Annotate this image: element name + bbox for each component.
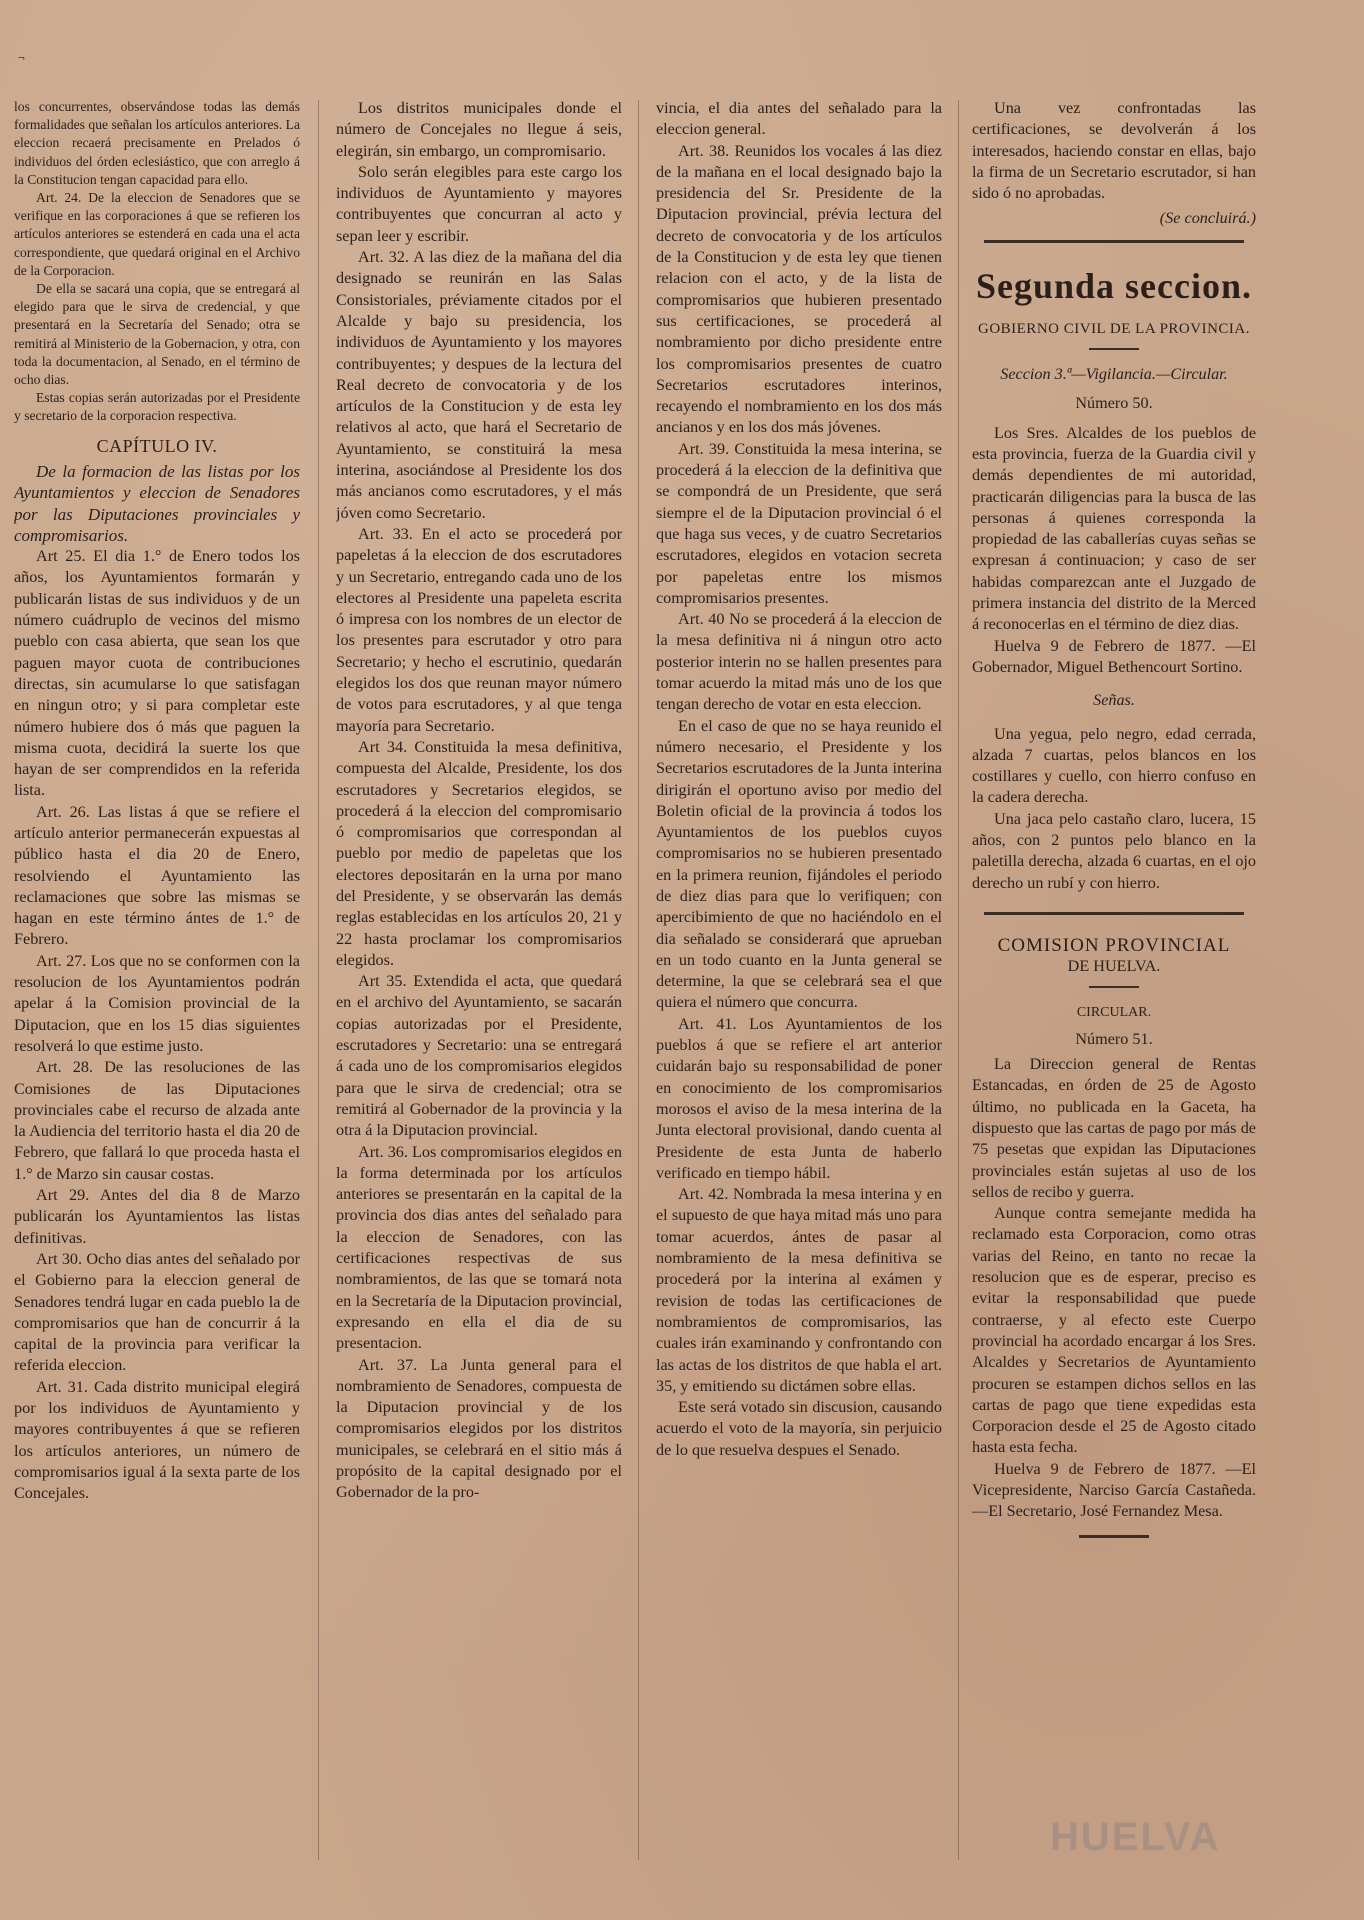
article-32: Art. 32. A las diez de la mañana del dia designado se reunirán en las Salas Consistoriales, préviamente citados por el Alcalde y bajo su presidencia, los individuos de Ayuntamiento y los mayores contribuyentes; y despues de la lectura del Real decreto de convocatoria y de los artículos de la Constitucion y de esta ley relativos al acto, que hará el Secretario de Ayuntamiento, se constituirá la mesa interina, asociándose al Presidente los dos más ancianos como escrutadores, y el más jóven como Secretario. (336, 248, 622, 522)
paragraph: Los Sres. Alcaldes de los pueblos de esta provincia, fuerza de la Guardia civil y demás dependientes de mi autoridad, practicarán diligencias para la busca de las personas á quienes corresponda la propiedad de las caballerías cuyas señas se expresan á continuacion; y caso de ser habidas comparezcan ante el Juzgado de primera instancia del distrito de la Merced á reconocerlas en el término de diez dias. (972, 423, 1256, 634)
corner-mark: ¬ (18, 50, 25, 64)
number-51: Número 51. (1075, 1029, 1153, 1048)
article-24: Art. 24. De la eleccion de Senadores que se verifique en las corporaciones á que se refieren los artículos anteriores se estenderá en cada una el acta correspondiente, que quedará original en el Archivo de la Corporacion. (14, 190, 300, 278)
number-50: Número 50. (1075, 394, 1153, 413)
article-28: Art. 28. De las resoluciones de las Comisiones de las Diputaciones provinciales cabe el recurso de alzada ante la Audiencia del territorio hasta el dia 20 de Febrero, que fallará lo que proceda hasta el 1.° de Marzo sin causar costas. (14, 1058, 300, 1183)
article-40: Art. 40 No se procederá á la eleccion de la mesa definitiva ni á ningun otro acto posterior interin no se hallen presentes para tomar acuerdo la mitad más uno de los que tengan derecho de votar en esta eleccion. (656, 610, 942, 714)
article-37: Art. 37. La Junta general para el nombramiento de Senadores, compuesta de la Diputacion provincial y de los compromisarios elegidos por los distritos municipales, se celebrará en el sitio más á propósito de la capital designado por el Gobernador de la pro- (336, 1355, 622, 1502)
article-33: Art. 33. En el acto se procederá por papeletas á la eleccion de dos escrutadores y un Secretario, entregando cada uno de los electores al Presidente una papeleta escrita ó impresa con los nombres de un elector de los presentes para escrutador y otro para Secretario; y hecho el escrutinio, quedarán elegidos los dos que reunan mayor número de votos para escrutadores, y al que tenga mayoría para Secretario. (336, 524, 622, 735)
huelva-heading: DE HUELVA. (1067, 957, 1161, 976)
section-subheading: Seccion 3.ª—Vigilancia.—Circular. (1000, 365, 1228, 384)
section-rule (984, 912, 1244, 915)
paragraph: Una yegua, pelo negro, edad cerrada, alzada 7 cuartas, pelos blancos en los costillares y cuello, con hierro confuso en la cadera derecha. (972, 724, 1256, 807)
circular-heading: CIRCULAR. (1076, 1004, 1152, 1020)
article-26: Art. 26. Las listas á que se refiere el artículo anterior permanecerán expuestas al público hasta el dia 20 de Enero, resolviendo el Ayuntamiento las reclamaciones que sobre las mismas se hagan en este término ántes de 1.° de Febrero. (14, 802, 300, 949)
column-divider (958, 100, 959, 1860)
article-25: Art 25. El dia 1.° de Enero todos los años, los Ayuntamientos formarán y publicarán listas de sus individuos y de un número cuádruplo de vecinos del mismo pueblo con casa abierta, que sean los que paguen mayor cuota de contribuciones directas, sin acumularse lo que satisfagan en ningun otro; y si para completar este número hubiere dos ó más que paguen la misma cuota, decidirá la suerte los que hayan de ser comprendidos en la referida lista. (14, 547, 300, 800)
article-31: Art. 31. Cada distrito municipal elegirá por los individuos de Ayuntamiento y mayores contribuyentes á que se refieren los artículos anteriores, un número de compromisarios igual á la sexta parte de los Concejales. (14, 1377, 300, 1503)
signature: Huelva 9 de Febrero de 1877. —El Gobernador, Miguel Bethencourt Sortino. (972, 636, 1256, 676)
paragraph: Una jaca pelo castaño claro, lucera, 15 años, con 2 puntos pelo blanco en la paletilla derecha, alzada 6 cuartas, en el ojo derecho un rubí y con hierro. (972, 809, 1256, 892)
paragraph: los concurrentes, observándose todas las demás formalidades que señalan los artículos anteriores. La eleccion recaerá precisamente en Prelados ó individuos del órden eclesiástico, que con arreglo á la Constitucion tengan capacidad para ello. (14, 99, 300, 187)
article-35: Art 35. Extendida el acta, que quedará en el archivo del Ayuntamiento, se sacarán copias autorizadas por el Presidente, escrutadores y Secretario: una se entregará á cada uno de los compromisarios elegidos para que le sirva de credencial; otra se remitirá al Gobernador de la provincia y la otra á la Diputacion provincial. (336, 972, 622, 1140)
chapter-title: De la formacion de las listas por los Ayuntamientos y eleccion de Senadores por las Diputaciones provinciales y compromisarios. (14, 461, 300, 545)
paragraph: vincia, el dia antes del señalado para la eleccion general. (656, 99, 942, 139)
end-rule (1079, 1535, 1149, 1538)
article-36: Art. 36. Los compromisarios elegidos en la forma determinada por los artículos anteriores se presentarán en la capital de la provincia dos dias antes del señalado para la eleccion de Senadores, con las certificaciones respectivas de sus nombramientos, de las que se tomará nota en la Secretaría de la Diputacion provincial, expresando en ella el dia de su presentacion. (336, 1142, 622, 1353)
column-3 (656, 98, 942, 1461)
senas-heading: Señas. (1093, 691, 1135, 710)
gobierno-civil-heading: GOBIERNO CIVIL DE LA PROVINCIA. (977, 320, 1251, 337)
paragraph: Los distritos municipales donde el número de Concejales no llegue á seis, elegirán, sin embargo, un compromisario. (336, 99, 622, 160)
article-39: Art. 39. Constituida la mesa interina, se procederá á la eleccion de la definitiva que se compondrá de un Presidente, que será siempre el de la Diputacion provincial ó el que haga sus veces, y de cuatro Secretarios escrutadores, elegidos en votacion secreta por papeletas entre los mismos compromisarios presentes. (656, 439, 942, 607)
article-29: Art 29. Antes del dia 8 de Marzo publicarán los Ayuntamientos las listas definitivas. (14, 1186, 300, 1247)
chapter-heading: CAPÍTULO IV. (96, 435, 218, 456)
article-41: Art. 41. Los Ayuntamientos de los pueblos á que se refiere el art anterior cuidarán bajo su responsabilidad de poner en conocimiento de los compromisarios morosos el aviso de la mesa interina de la Junta electoral provisional, dando cuenta al Presidente de esta Junta de haberlo verificado en tiempo hábil. (656, 1014, 942, 1182)
paragraph: Solo serán elegibles para este cargo los individuos de Ayuntamiento y mayores contribuyentes que concurran al acto y sepan leer y escribir. (336, 162, 622, 245)
article-34: Art 34. Constituida la mesa definitiva, compuesta del Alcalde, Presidente, los dos escrutadores y Secretarios elegidos, se procederá á la eleccion del compromisario ó compromisarios que correspondan al pueblo por medio de papeletas que los electores depositarán en la urna por mano del Presidente, y se observarán las demás reglas establecidas en los artículos 20, 21 y 22 hasta proclamar los compromisarios elegidos. (336, 737, 622, 969)
paragraph: Aunque contra semejante medida ha reclamado esta Corporacion, como otras varias del Reino, en tanto no recae la resolucion que es de esperar, preciso es evitar la responsabilidad que puede contraerse, y al efecto este Cuerpo provincial ha acordado encargar á los Sres. Alcaldes y Secretarios de Ayuntamiento procuren se estampen dichos sellos en las cartas de pago que tiene expedidas esta Corporacion desde el 25 de Agosto citado hasta esta fecha. (972, 1204, 1256, 1457)
short-rule (1089, 348, 1139, 350)
article-42: Art. 42. Nombrada la mesa interina y en el supuesto de que haya mitad más uno para tomar acuerdos, ántes de pasar al nombramiento de la mesa definitiva se procederá por la interina al exámen y revision de todas las certificaciones de nombramientos de compromisarios, las cuales irán examinando y confrontando con las actas de los distritos de que habla el art. 35, y emitiendo su dictámen sobre ellas. (656, 1185, 942, 1395)
paragraph: La Direccion general de Rentas Estancadas, en órden de 25 de Agosto último, no publicada en la Gaceta, ha dispuesto que las cartas de pago por más de 75 pesetas que expidan las Diputaciones provinciales están sujetas al uso de los sellos de recibo y guerra. (972, 1055, 1256, 1201)
comision-heading: COMISION PROVINCIAL (997, 934, 1231, 956)
column-divider (638, 100, 639, 1860)
watermark-logo: HUELVA (1050, 1815, 1221, 1859)
paragraph: Este será votado sin discusion, causando acuerdo el voto de la mayoría, sin perjuicio de lo que resuelva despues el Senado. (656, 1398, 942, 1459)
article-38: Art. 38. Reunidos los vocales á las diez de la mañana en el local designado bajo la presidencia del Sr. Presidente de la Diputacion provincial, prévia lectura del decreto de convocatoria y de los artículos de la Constitucion y de esta ley que tienen relacion con el acto, y de la lista de compromisarios que hubieren presentado sus certificaciones, se procederá al nombramiento por dicho presidente entre los compromisarios presentes de cuatro Secretarios escrutadores interinos, recayendo el nombramiento en los dos más ancianos y en los dos más jóvenes. (656, 141, 942, 437)
article-27: Art. 27. Los que no se conformen con la resolucion de los Ayuntamientos podrán apelar á la Comision provincial de la Diputacion, que en los 15 dias siguientes resolverá lo que estime justo. (14, 951, 300, 1055)
to-be-continued: (Se concluirá.) (1159, 209, 1256, 228)
column-2 (336, 98, 622, 1504)
paragraph: Una vez confrontadas las certificaciones, se devolverán á los interesados, haciendo constar en ellas, bajo la firma de un Secretario escrutador, si han sido ó no aprobadas. (972, 99, 1256, 203)
short-rule (1089, 986, 1139, 988)
paragraph: Estas copias serán autorizadas por el Presidente y secretario de la corporacion respectiva. (14, 390, 300, 424)
column-divider (318, 100, 319, 1860)
section-title: Segunda seccion. (975, 265, 1253, 306)
section-rule (984, 240, 1244, 243)
paragraph: De ella se sacará una copia, que se entregará al elegido para que le sirva de credencial, y que presentará en la Secretaría del Senado; otra se remitirá al Ministerio de la Gobernacion, y otra, con toda la documentacion, al Senado, en el término de ocho dias. (14, 281, 300, 388)
column-4 (972, 98, 1256, 1546)
article-30: Art 30. Ocho dias antes del señalado por el Gobierno para la eleccion general de Senadores tendrá lugar en cada pueblo la de compromisarios que han de concurrir á la capital de la provincia para verificar la referida eleccion. (14, 1249, 300, 1375)
paragraph: En el caso de que no se haya reunido el número necesario, el Presidente y los Secretarios escrutadores de la Junta interina dirigirán el oportuno aviso por medio del Boletin oficial de la provincia á todos los Ayuntamientos de los pueblos cuyos compromisarios no se hubieren presentado en la primera reunion, fijándoles el periodo de diez dias para que lo verifiquen; con apercibimiento de que no haciéndolo en el dia señalado se considerará que aprueban en un todo cuanto en la Junta general se determine, la que se celebrará sea el que quiera el número que concurra. (656, 716, 942, 1012)
signature: Huelva 9 de Febrero de 1877. —El Vicepresidente, Narciso García Castañeda.—El Secretario, José Fernandez Mesa. (972, 1459, 1256, 1521)
column-1 (14, 98, 300, 1505)
